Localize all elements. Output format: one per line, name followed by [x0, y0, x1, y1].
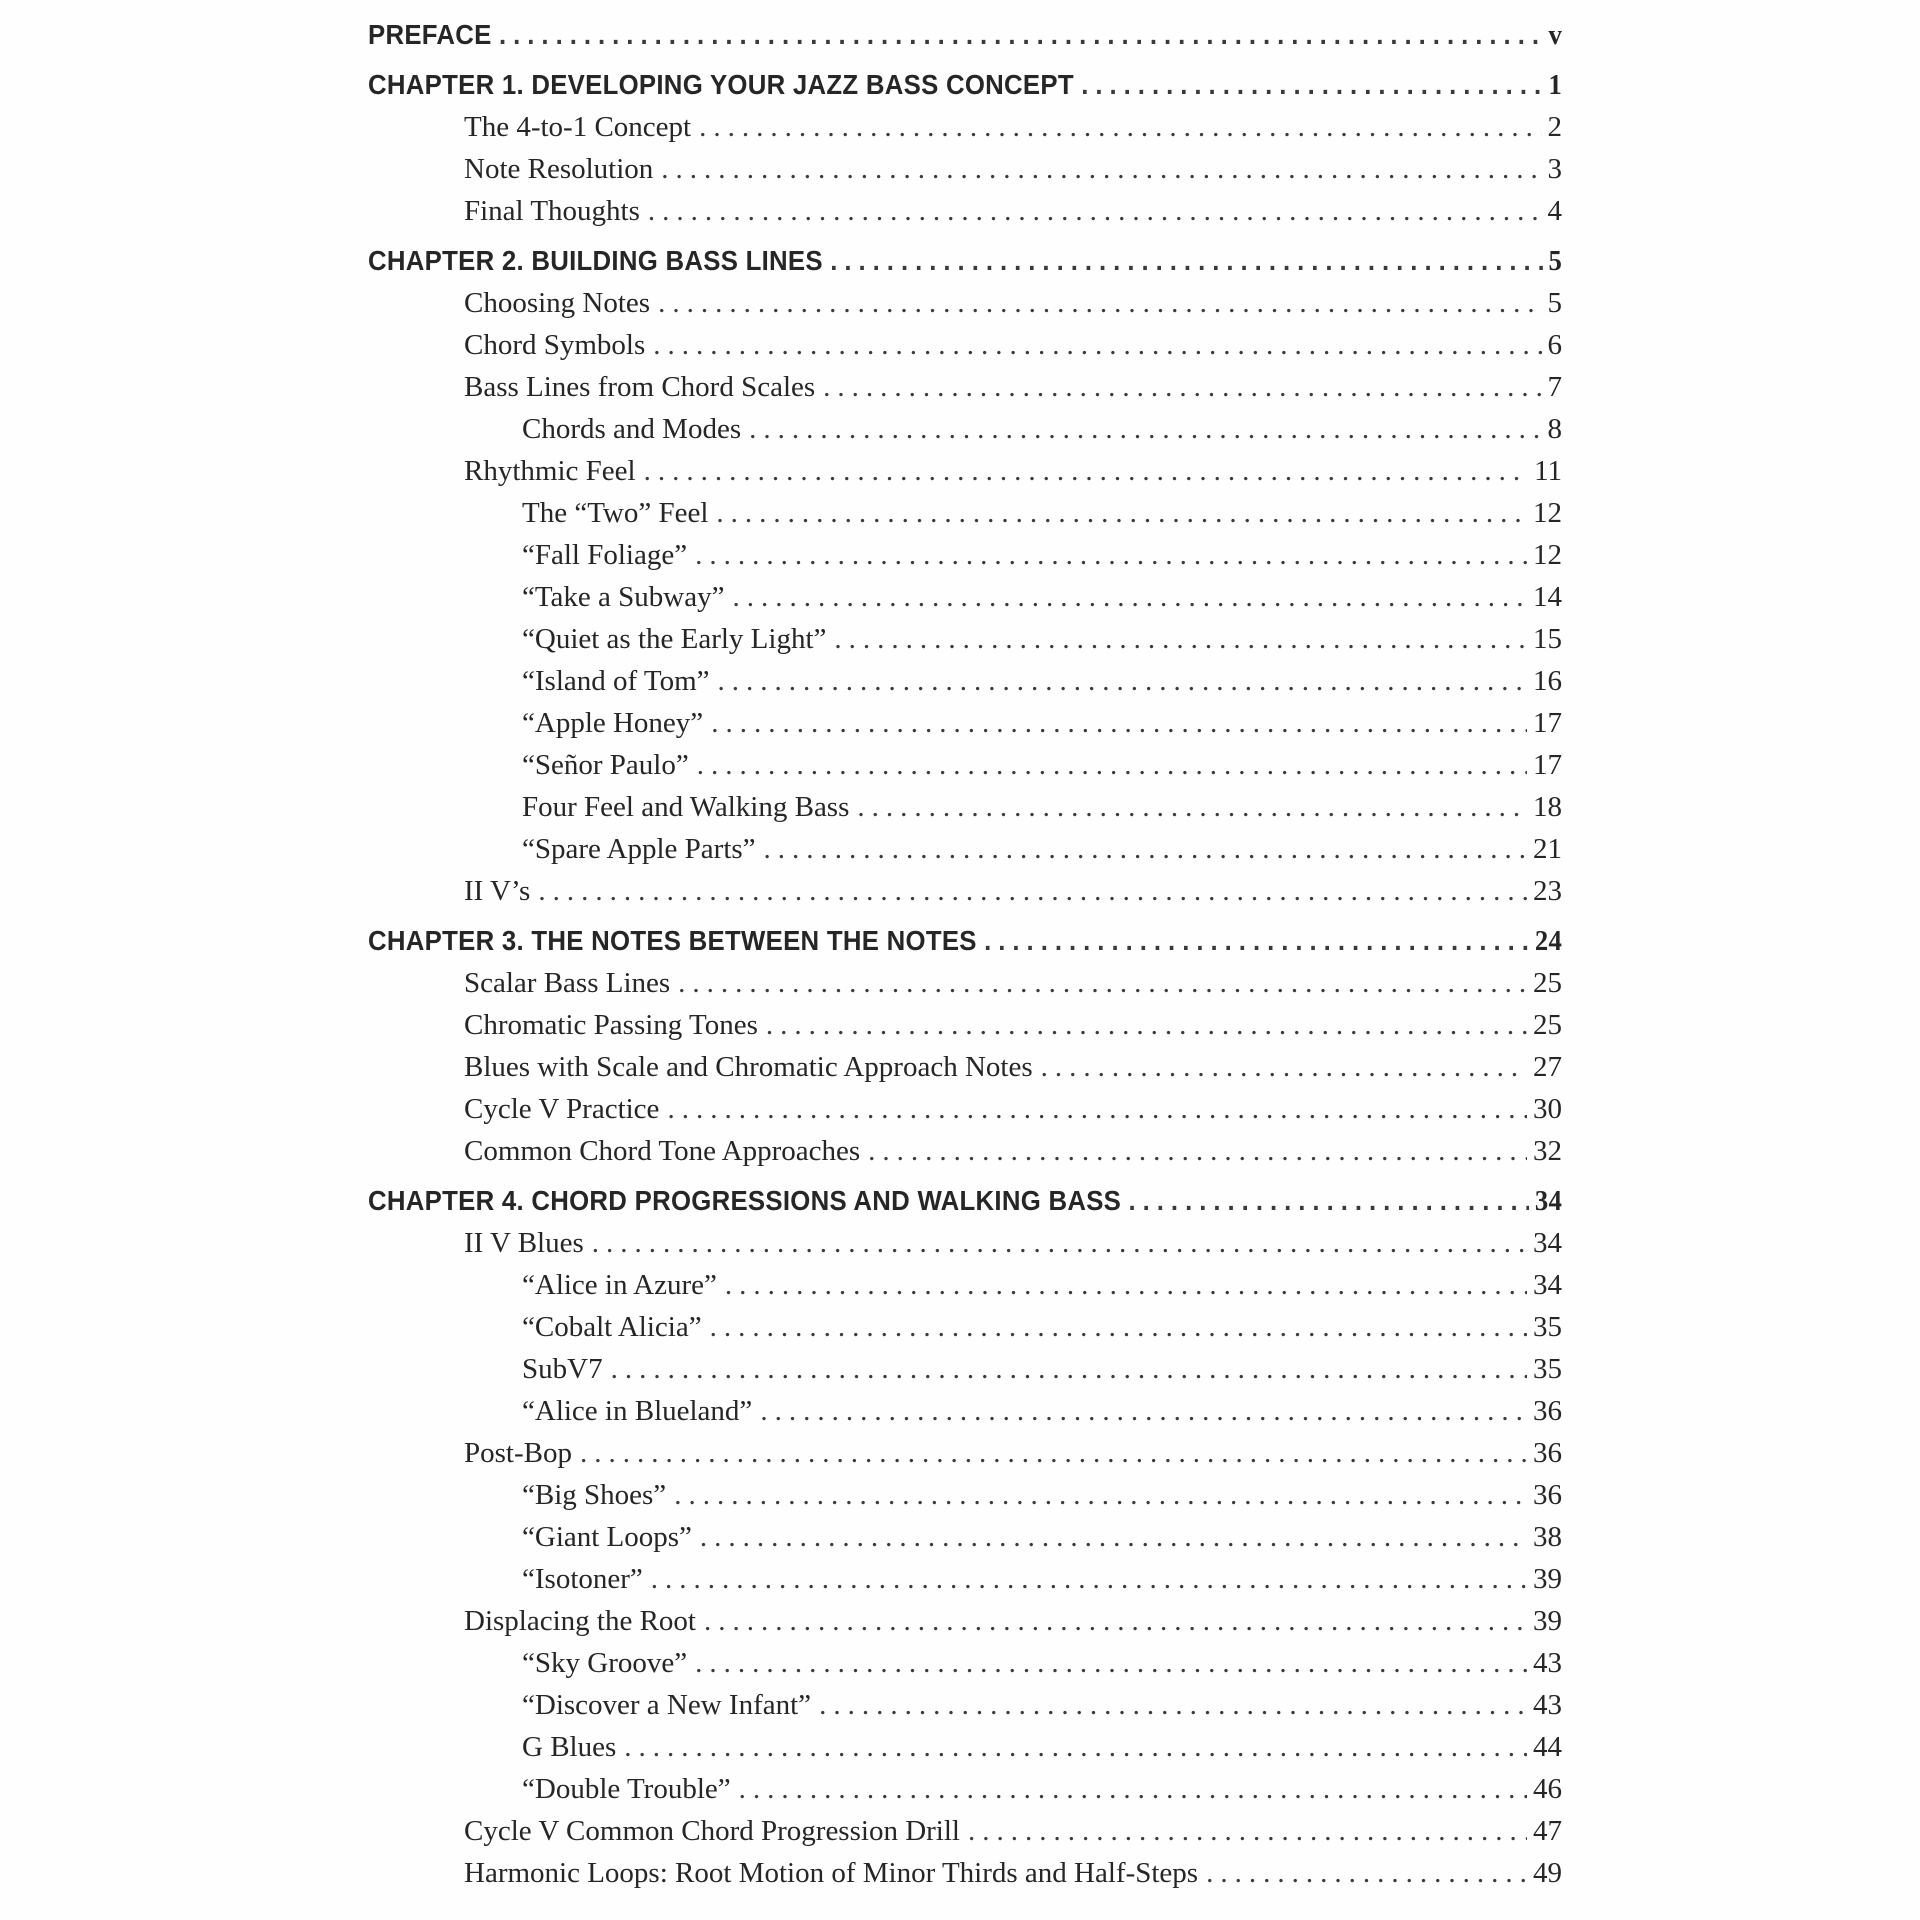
toc-entry-title: Four Feel and Walking Bass: [522, 791, 850, 823]
dot-leader: [718, 660, 1528, 702]
toc-entry-page-number: 30: [1533, 1093, 1562, 1125]
toc-subsection-entry[interactable]: [368, 1768, 1562, 1810]
dot-leader: [710, 1306, 1527, 1348]
toc-entry-title: Harmonic Loops: Root Motion of Minor Thirds and Half-Steps: [464, 1857, 1199, 1889]
toc-subsection-entry[interactable]: [368, 828, 1562, 870]
toc-entry-page-number: 11: [1534, 455, 1562, 487]
dot-leader: [700, 1516, 1527, 1558]
dot-leader: [739, 1768, 1527, 1810]
toc-entry-title: “Apple Honey”: [522, 707, 704, 739]
toc-chapter-entry[interactable]: [368, 240, 1562, 282]
toc-subsection-entry[interactable]: [368, 660, 1562, 702]
toc-subsection-entry[interactable]: [368, 1348, 1562, 1390]
toc-entry-title: “Take a Subway”: [522, 581, 725, 613]
toc-chapter-entry[interactable]: [368, 64, 1562, 106]
dot-leader: [830, 240, 1543, 282]
toc-entry-page-number: 5: [1548, 245, 1563, 277]
toc-entry-page-number: 36: [1533, 1437, 1562, 1469]
toc-section-entry[interactable]: [368, 962, 1562, 1004]
toc-entry-title: SubV7: [522, 1353, 603, 1385]
toc-section-entry[interactable]: [368, 106, 1562, 148]
toc-subsection-entry[interactable]: [368, 576, 1562, 618]
toc-entry-title: Note Resolution: [464, 153, 654, 185]
toc-entry-title: “Fall Foliage”: [522, 539, 688, 571]
toc-entry-title: Blues with Scale and Chromatic Approach Notes: [464, 1051, 1033, 1083]
toc-entry-page-number: 12: [1533, 497, 1562, 529]
dot-leader: [725, 1264, 1527, 1306]
toc-entry-title: Bass Lines from Chord Scales: [464, 371, 816, 403]
toc-entry-title: “Spare Apple Parts”: [522, 833, 756, 865]
toc-entry-page-number: 3: [1547, 153, 1562, 185]
toc-entry-title: CHAPTER 2. BUILDING BASS LINES: [368, 245, 823, 276]
toc-entry-title: The 4-to-1 Concept: [464, 111, 692, 143]
toc-entry-title: CHAPTER 1. DEVELOPING YOUR JAZZ BASS CONCEPT: [368, 69, 1074, 100]
dot-leader: [819, 1684, 1527, 1726]
toc-section-entry[interactable]: [368, 366, 1562, 408]
toc-entry-page-number: 36: [1533, 1479, 1562, 1511]
toc-entry-page-number: 18: [1533, 791, 1562, 823]
toc-entry-title: CHAPTER 3. THE NOTES BETWEEN THE NOTES: [368, 925, 977, 956]
toc-entry-title: “Discover a New Infant”: [522, 1689, 812, 1721]
toc-entry-page-number: 43: [1533, 1647, 1562, 1679]
toc-entry-title: “Big Shoes”: [522, 1479, 667, 1511]
toc-entry-page-number: 12: [1533, 539, 1562, 571]
toc-subsection-entry[interactable]: [368, 492, 1562, 534]
toc-entry-title: II V Blues: [464, 1227, 584, 1259]
dot-leader: [716, 492, 1527, 534]
toc-chapter-entry[interactable]: [368, 920, 1562, 962]
dot-leader: [674, 1474, 1527, 1516]
dot-leader: [984, 920, 1529, 962]
toc-section-entry[interactable]: [368, 1810, 1562, 1852]
dot-leader: [624, 1726, 1527, 1768]
toc-entry-title: The “Two” Feel: [522, 497, 709, 529]
toc-subsection-entry[interactable]: [368, 1684, 1562, 1726]
dot-leader: [580, 1432, 1527, 1474]
toc-entry-page-number: 17: [1533, 749, 1562, 781]
toc-section-entry[interactable]: [368, 870, 1562, 912]
dot-leader: [704, 1600, 1527, 1642]
dot-leader: [648, 190, 1542, 232]
dot-leader: [667, 1088, 1527, 1130]
toc-entry-title: “Giant Loops”: [522, 1521, 692, 1553]
dot-leader: [611, 1348, 1527, 1390]
toc-entry-page-number: 8: [1547, 413, 1562, 445]
toc-subsection-entry[interactable]: [368, 534, 1562, 576]
toc-section-entry[interactable]: [368, 450, 1562, 492]
toc-entry-page-number: 27: [1533, 1051, 1562, 1083]
toc-subsection-entry[interactable]: [368, 1474, 1562, 1516]
dot-leader: [653, 324, 1541, 366]
toc-entry-page-number: 21: [1533, 833, 1562, 865]
toc-entry-title: Final Thoughts: [464, 195, 640, 227]
toc-entry-page-number: 7: [1547, 371, 1562, 403]
toc-entry-page-number: 25: [1533, 1009, 1562, 1041]
toc-entry-title: CHAPTER 4. CHORD PROGRESSIONS AND WALKING BASS: [368, 1185, 1122, 1216]
dot-leader: [661, 148, 1541, 190]
toc-subsection-entry[interactable]: [368, 1642, 1562, 1684]
toc-entry-title: Choosing Notes: [464, 287, 651, 319]
toc-entry-page-number: 4: [1547, 195, 1562, 227]
toc-entry-page-number: 49: [1533, 1857, 1562, 1889]
toc-section-entry[interactable]: [368, 148, 1562, 190]
toc-entry-title: “Alice in Azure”: [522, 1269, 717, 1301]
toc-subsection-entry[interactable]: [368, 744, 1562, 786]
toc-entry-page-number: 6: [1547, 329, 1562, 361]
dot-leader: [760, 1390, 1527, 1432]
toc-entry-page-number: 39: [1533, 1605, 1562, 1637]
toc-entry-page-number: 36: [1533, 1395, 1562, 1427]
toc-entry-title: Cycle V Practice: [464, 1093, 660, 1125]
toc-subsection-entry[interactable]: [368, 1390, 1562, 1432]
toc-entry-page-number: 47: [1533, 1815, 1562, 1847]
toc-entry-title: G Blues: [522, 1731, 617, 1763]
dot-leader: [592, 1222, 1527, 1264]
toc-entry-page-number: 35: [1533, 1353, 1562, 1385]
toc-section-entry[interactable]: [368, 190, 1562, 232]
dot-leader: [651, 1558, 1527, 1600]
toc-entry-title: “Double Trouble”: [522, 1773, 731, 1805]
toc-section-entry[interactable]: [368, 1222, 1562, 1264]
toc-subsection-entry[interactable]: [368, 1558, 1562, 1600]
toc-entry-page-number: 25: [1533, 967, 1562, 999]
dot-leader: [968, 1810, 1527, 1852]
toc-entry-page-number: 44: [1533, 1731, 1562, 1763]
toc-subsection-entry[interactable]: [368, 1306, 1562, 1348]
toc-subsection-entry[interactable]: [368, 1264, 1562, 1306]
dot-leader: [733, 576, 1528, 618]
toc-entry-page-number: 32: [1533, 1135, 1562, 1167]
toc-entry-title: Cycle V Common Chord Progression Drill: [464, 1815, 960, 1847]
toc-subsection-entry[interactable]: [368, 702, 1562, 744]
toc-section-entry[interactable]: [368, 1088, 1562, 1130]
toc-entry-page-number: 15: [1533, 623, 1562, 655]
toc-entry-title: Scalar Bass Lines: [464, 967, 671, 999]
toc-entry-page-number: 35: [1533, 1311, 1562, 1343]
toc-entry-page-number: 14: [1533, 581, 1562, 613]
toc-entry-title: PREFACE: [368, 19, 492, 50]
toc-entry-page-number: 46: [1533, 1773, 1562, 1805]
toc-entry-title: Post-Bop: [464, 1437, 572, 1469]
dot-leader: [1041, 1046, 1527, 1088]
toc-section-entry[interactable]: [368, 282, 1562, 324]
dot-leader: [699, 106, 1541, 148]
toc-entry-title: Common Chord Tone Approaches: [464, 1135, 861, 1167]
dot-leader: [697, 744, 1527, 786]
dot-leader: [1128, 1180, 1529, 1222]
toc-entry-page-number: 34: [1533, 1227, 1562, 1259]
toc-entry-title: “Island of Tom”: [522, 665, 710, 697]
dot-leader: [766, 1004, 1527, 1046]
toc-chapter-entry[interactable]: [368, 14, 1562, 56]
toc-entry-title: “Quiet as the Early Light”: [522, 623, 827, 655]
toc-subsection-entry[interactable]: [368, 1726, 1562, 1768]
toc-entry-page-number: 39: [1533, 1563, 1562, 1595]
toc-entry-page-number: 1: [1548, 69, 1563, 101]
toc-entry-page-number: v: [1548, 19, 1563, 51]
toc-section-entry[interactable]: [368, 1046, 1562, 1088]
dot-leader: [868, 1130, 1527, 1172]
toc-entry-page-number: 38: [1533, 1521, 1562, 1553]
dot-leader: [823, 366, 1541, 408]
toc-subsection-entry[interactable]: [368, 408, 1562, 450]
toc-entry-title: “Alice in Blueland”: [522, 1395, 753, 1427]
toc-entry-page-number: 5: [1547, 287, 1562, 319]
dot-leader: [764, 828, 1527, 870]
dot-leader: [658, 282, 1541, 324]
toc-entry-title: “Sky Groove”: [522, 1647, 688, 1679]
toc-entry-title: “Isotoner”: [522, 1563, 643, 1595]
toc-entry-title: Chromatic Passing Tones: [464, 1009, 758, 1041]
toc-entry-title: “Cobalt Alicia”: [522, 1311, 702, 1343]
toc-entry-page-number: 34: [1533, 1269, 1562, 1301]
toc-subsection-entry[interactable]: [368, 786, 1562, 828]
toc-entry-page-number: 43: [1533, 1689, 1562, 1721]
toc-entry-title: Chord Symbols: [464, 329, 646, 361]
dot-leader: [644, 450, 1528, 492]
toc-entry-title: Chords and Modes: [522, 413, 742, 445]
dot-leader: [678, 962, 1527, 1004]
dot-leader: [695, 534, 1527, 576]
toc-entry-page-number: 2: [1547, 111, 1562, 143]
toc-entry-title: “Señor Paulo”: [522, 749, 689, 781]
dot-leader: [834, 618, 1527, 660]
dot-leader: [857, 786, 1527, 828]
dot-leader: [1206, 1852, 1527, 1894]
table-of-contents: [368, 14, 1562, 1894]
dot-leader: [538, 870, 1527, 912]
toc-subsection-entry[interactable]: [368, 1516, 1562, 1558]
toc-section-entry[interactable]: [368, 1852, 1562, 1894]
toc-section-entry[interactable]: [368, 1432, 1562, 1474]
toc-entry-title: Displacing the Root: [464, 1605, 696, 1637]
toc-entry-page-number: 23: [1533, 875, 1562, 907]
toc-subsection-entry[interactable]: [368, 618, 1562, 660]
dot-leader: [695, 1642, 1527, 1684]
toc-chapter-entry[interactable]: [368, 1180, 1562, 1222]
dot-leader: [711, 702, 1527, 744]
toc-entry-page-number: 24: [1534, 925, 1563, 957]
toc-section-entry[interactable]: [368, 1600, 1562, 1642]
toc-entry-title: II V’s: [464, 875, 531, 907]
toc-entry-title: Rhythmic Feel: [464, 455, 636, 487]
toc-entry-page-number: 17: [1533, 707, 1562, 739]
dot-leader: [499, 14, 1543, 56]
toc-entry-page-number: 34: [1534, 1185, 1563, 1217]
dot-leader: [1081, 64, 1543, 106]
toc-section-entry[interactable]: [368, 324, 1562, 366]
toc-section-entry[interactable]: [368, 1004, 1562, 1046]
toc-entry-page-number: 16: [1533, 665, 1562, 697]
dot-leader: [749, 408, 1541, 450]
toc-section-entry[interactable]: [368, 1130, 1562, 1172]
